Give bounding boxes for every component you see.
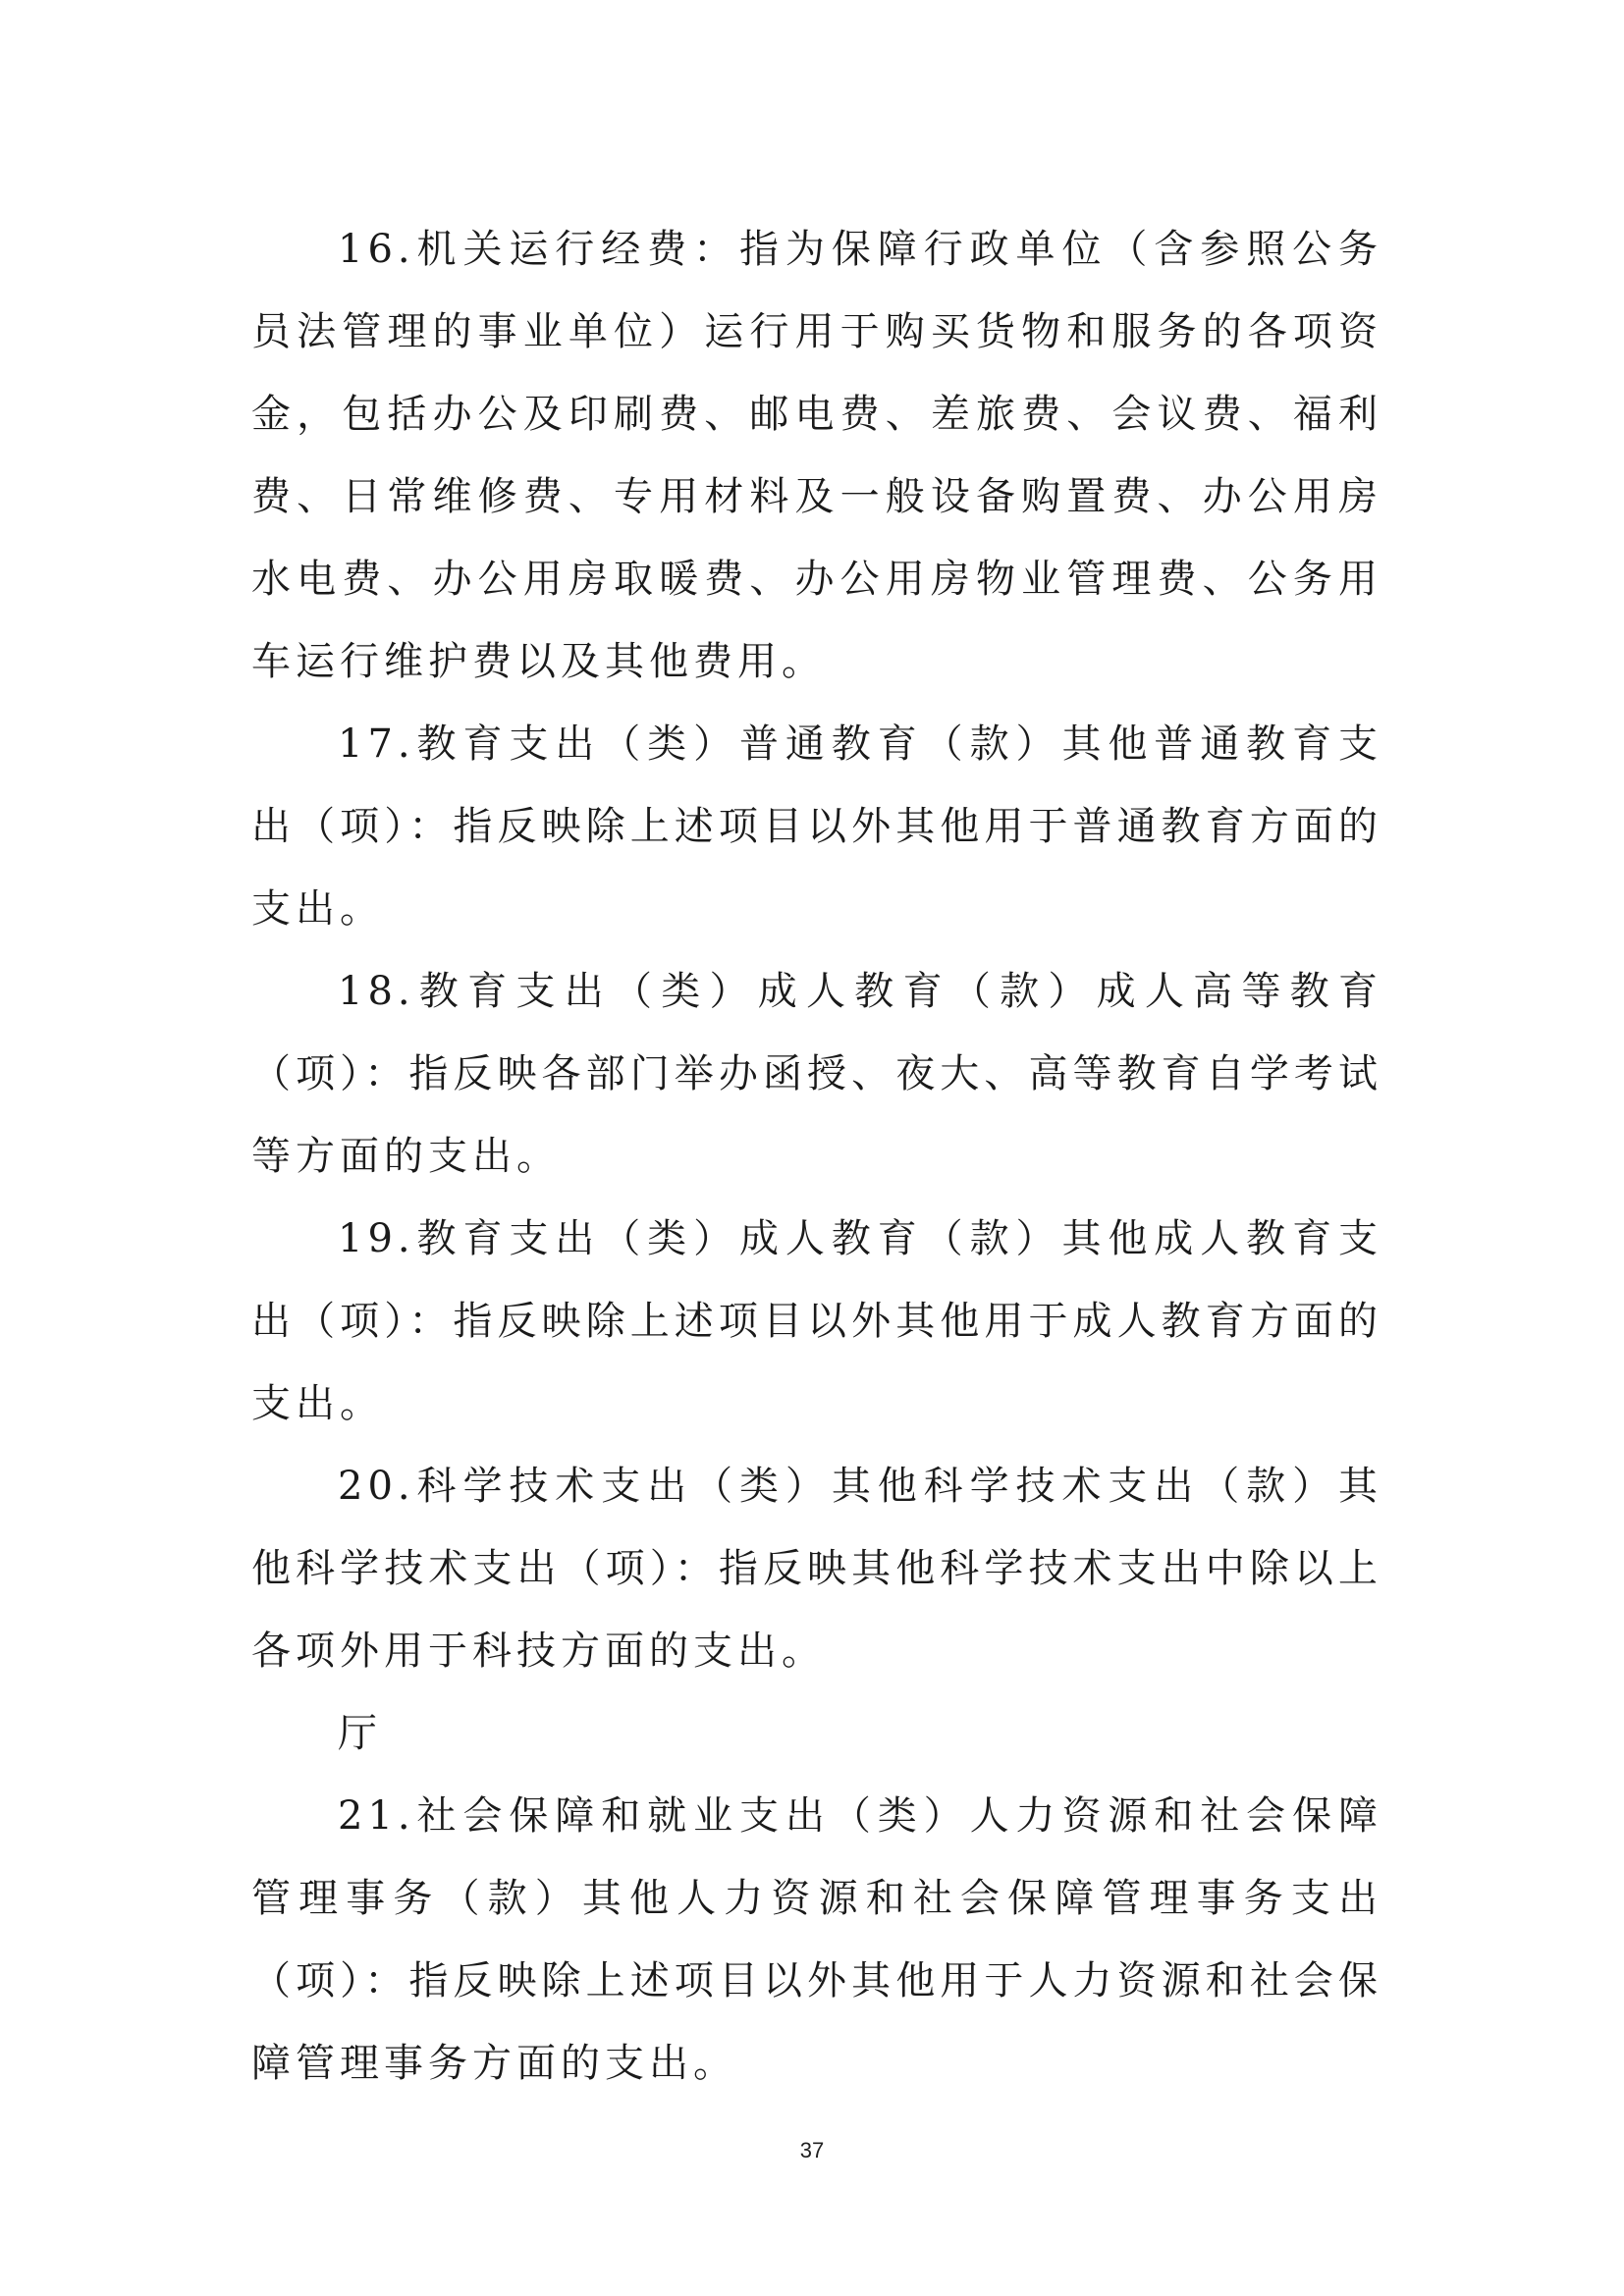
paragraph-17-other-general-education: 17.教育支出（类）普通教育（款）其他普通教育支出（项）：指反映除上述项目以外其他用于普通教育方面的支出。 <box>251 721 1382 932</box>
paragraph-21-social-security-management: 21.社会保障和就业支出（类）人力资源和社会保障管理事务（款）其他人力资源和社会保障管理事务支出（项）：指反映除上述项目以外其他用于人力资源和社会保障管理事务方面的支出。 <box>251 1793 1382 2086</box>
paragraph-19-other-adult-education: 19.教育支出（类）成人教育（款）其他成人教育支出（项）：指反映除上述项目以外其他用于成人教育方面的支出。 <box>251 1216 1382 1426</box>
page-number: 37 <box>799 2138 825 2163</box>
paragraph-16-administrative-operating-expenses: 16.机关运行经费：指为保障行政单位（含参照公务员法管理的事业单位）运行用于购买货物和服务的各项资金，包括办公及印刷费、邮电费、差旅费、会议费、福利费、日常维修费、专用材料及一般设备购置费、办公用房水电费、办公用房取暖费、办公用房物业管理费、公务用车运行维护费以及其他费用。 <box>251 227 1382 684</box>
paragraph-18-adult-higher-education: 18.教育支出（类）成人教育（款）成人高等教育（项）：指反映各部门举办函授、夜大、高等教育自学考试等方面的支出。 <box>251 969 1382 1179</box>
paragraph-20-other-science-technology: 20.科学技术支出（类）其他科学技术支出（款）其他科学技术支出（项）：指反映其他科学技术支出中除以上各项外用于科技方面的支出。 <box>251 1464 1382 1674</box>
stray-character-line: 厅 <box>338 1711 382 1756</box>
document-body <box>251 208 1382 2105</box>
